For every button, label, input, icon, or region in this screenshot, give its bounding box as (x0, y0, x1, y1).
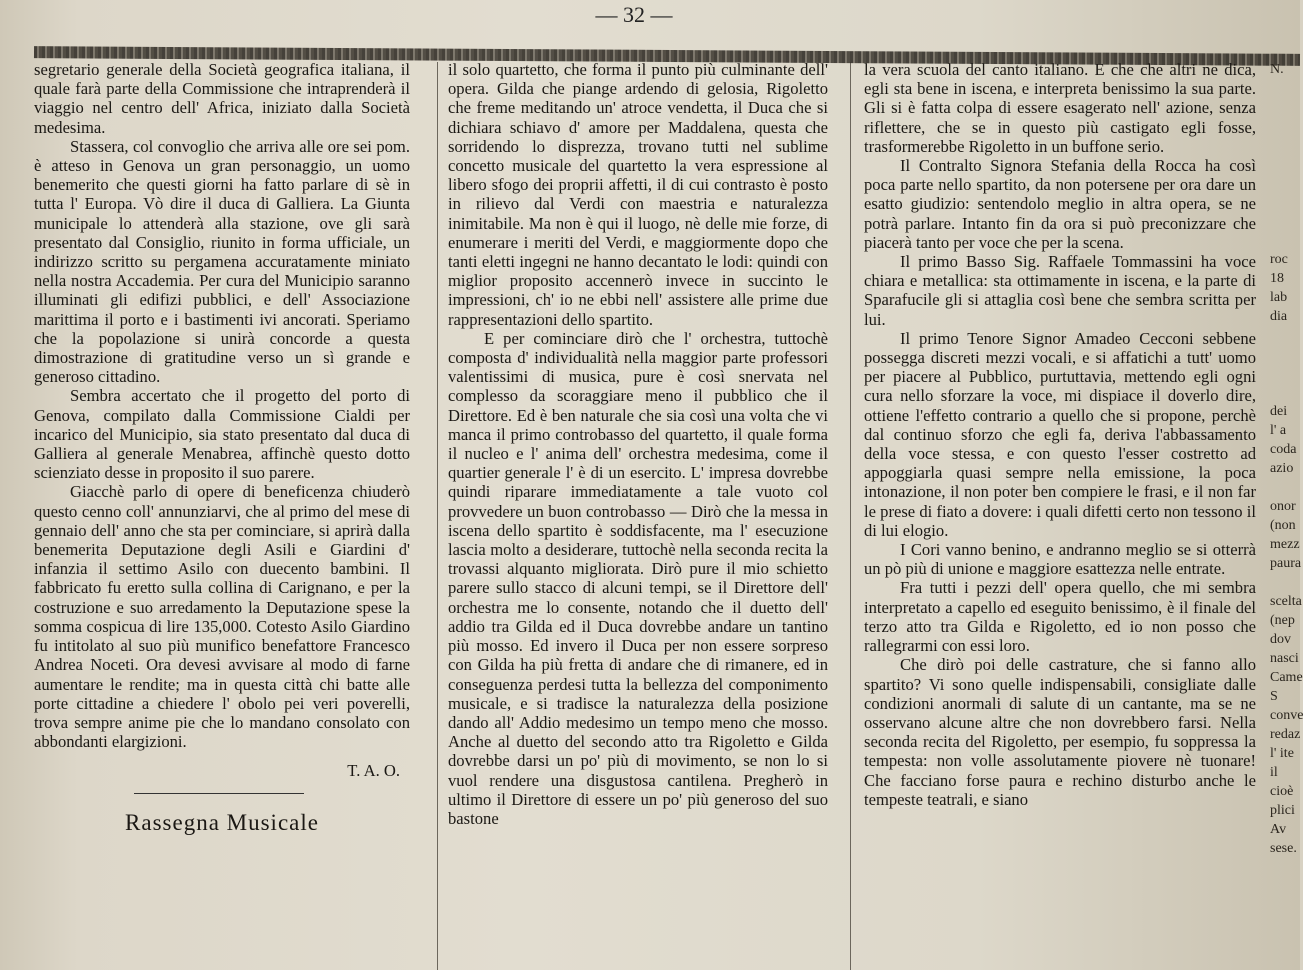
edge-fragment (1270, 79, 1300, 98)
paragraph: E per cominciare dirò che l' orchestra, tuttochè composta d' individualità nella maggior parte professori valentissimi di musica, pure è così snervata nel complesso da scoraggiare meno il pubblico che il Direttore. Ed è ben naturale che sia così una volta che vi manca il primo controbasso del quartetto, il quale forma il nucleo e l' anima dell' orchestra medesima, come il quartier generale l' è di un esercito. L' impresa dovrebbe quindi riparare immediatamente a tale vuoto col provvedere un buon controbasso — Dirò che la messa in iscena dello spartito è soddisfacente, ma l' esecuzione lascia molto a desiderare, tuttochè nella seconda recita la trovassi alquanto migliorata. Dirò pure il mio schietto parere sullo stacco di alcuni tempi, se il Direttore dell' orchestra me lo consente, notando che il duetto dell' addio tra Gilda ed il Duca dovrebbe andare un tantino più mosso. Ed invero il Duca per non essere sorpreso con Gilda ha più fretta di andare che di rimanere, ed in conseguenza perdesi tutta la bellezza del componimento musicale, e si tradisce la naturalezza della posizione dando all' Addio medesimo un tempo meno che mosso. Anche al duetto del secondo atto tra Rigoletto e Gilda dovrebbe darsi un po' più di movimento, se non lo si vuol rendere una disgustosa cantilena. Pregherò in ultimo il Direttore di essere un po' più generoso del suo bastone (448, 328, 828, 828)
column-1 (34, 60, 410, 835)
edge-fragment: Came (1270, 670, 1303, 685)
page-number: — 32 — (595, 2, 673, 27)
edge-fragment: azio (1270, 461, 1294, 476)
paragraph: Che dirò poi delle castrature, che si fanno allo spartito? Vi sono quelle indispensabili, consigliate dalle condizioni anormali di salute di un cantante, ma se ne osservano alcune altre che non dovrebbero farsi. Nella seconda recita del Rigoletto, per esempio, fu soppressa la tempesta: non volle assolutamente piovere nè tuonare! Che facciano forse paura e rechino disturbo anche le tempeste teatrali, e siano (864, 655, 1256, 809)
paragraph: la vera scuola del canto italiano. E che che altri ne dica, egli sta bene in iscena, e interpreta benissimo la sua parte. Gli si è fatta colpa di essere esagerato nell' azione, senza riflettere, che se in questo più castigato egli fosse, trasformerebbe Rigoletto in un buffone serio. (864, 60, 1256, 156)
edge-fragment (1270, 98, 1300, 117)
edge-fragment (1270, 136, 1300, 155)
edge-fragment: scelta (1270, 594, 1302, 609)
column-3 (864, 60, 1256, 809)
edge-fragment (1270, 231, 1300, 250)
paragraph: Il primo Basso Sig. Raffaele Tommassini ha voce chiara e metallica: sta ottimamente in iscena, e la parte di Sparafucile gli si attaglia così bene che sembra scritta per lui. (864, 252, 1256, 329)
edge-fragment: redaz (1270, 727, 1301, 742)
edge-fragment (1270, 174, 1300, 193)
edge-fragment: l' ite (1270, 746, 1294, 761)
paragraph: il solo quartetto, che forma il punto più culminante dell' opera. Gilda che piange ardendo di gelosia, Rigoletto che freme meditando un' atroce vendetta, il Duca che si dichiara schiavo d' amore per Maddalena, questa che sorridendo lo disprezza, trovano tutti nel sublime concetto musicale del quartetto la vera espressione al libero sfogo dei proprii affetti, il di cui contrasto è posto in rilievo dal Verdi con maestria e naturalezza inimitabile. Ma non è qui il luogo, nè delle mie forze, di enumerare i meriti del Verdi, e maggiormente dopo che tanti eletti ingegni ne hanno decantato le lodi: quindi con miglior proposito accennerò invece in succinto le impressioni, ch' io ne ebbi nell' assistere alle prime due rappresentazioni dello spartito. (448, 60, 828, 329)
edge-fragment: sese. (1270, 841, 1297, 856)
paragraph: Il primo Tenore Signor Amadeo Cecconi sebbene possegga discreti mezzi vocali, e si affatichi a tutt' uomo per piacere al Pubblico, purtuttavia, mettendo egli ogni cura nello sforzare la voce, mi dispiace il doverlo dire, ottiene l'effetto contrario a quello che si propone, perchè dal continuo sforzo che egli fa, deriva l'abbassamento della voce stessa, e con questo l'esser costretto ad appoggiarla quasi sempre nella emissione, la poca intonazione, il non poter ben compiere le frasi, e il non far le prese di fiato a dovere: i quali difetti certo non tessono il di lui elogio. (864, 328, 1256, 540)
edge-fragment: roc (1270, 252, 1288, 267)
edge-fragment (1270, 193, 1300, 212)
edge-fragment (1270, 383, 1300, 402)
edge-fragment (1270, 155, 1300, 174)
edge-fragment: N. (1270, 62, 1284, 77)
edge-fragment (1270, 326, 1300, 345)
edge-fragment: nasci (1270, 651, 1299, 666)
paragraph: Giacchè parlo di opere di beneficenza chiuderò questo cenno coll' annunziarvi, che al primo del mese di gennaio dell' anno che sta per cominciare, si aprirà dalla benemerita Deputazione degli Asili e Giardini d' infanzia il settimo Asilo con duecento bambini. Il fabbricato fu eretto sulla collina di Carignano, e per la costruzione e suo arredamento la Deputazione spese la somma cospicua di lire 135,000. Cotesto Asilo Giardino fu intitolato al suo più munifico benefattore Francesco Andrea Noceti. Ora devesi avvisare al modo di farne aumentare le rendite; ma in questa città chi batte alle porte cittadine a chiedere l' obolo pei veri poverelli, trova sempre anime pie che lo mandano consolato con abbondanti elargizioni. (34, 482, 410, 752)
edge-fragment: (non (1270, 518, 1296, 533)
edge-fragment (1270, 212, 1300, 231)
adjacent-page-fragments (1270, 60, 1303, 858)
column-2 (448, 60, 828, 828)
edge-fragment: dia (1270, 309, 1288, 324)
signature: T. A. O. (347, 761, 400, 781)
column-divider (850, 62, 851, 970)
edge-fragment: dei (1270, 404, 1288, 419)
paragraph: I Cori vanno benino, e andranno meglio se si otterrà un pò più di unione e maggiore esattezza nelle entrate. (864, 540, 1256, 579)
edge-fragment (1270, 573, 1300, 592)
column-divider (437, 62, 438, 970)
edge-fragment: conve (1270, 708, 1303, 723)
paragraph: Sembra accertato che il progetto del porto di Genova, compilato dalla Commissione Cialdi per incarico del Municipio, sia stato presentato dal duca di Galliera al generale Menabrea, affinchè questo dotto scienziato desse in proposito il suo parere. (34, 386, 410, 483)
edge-fragment: l' a (1270, 423, 1287, 438)
edge-fragment: 18 (1270, 271, 1284, 286)
paragraph: Stassera, col convoglio che arriva alle ore sei pom. è atteso in Genova un gran personaggio, un uomo benemerito che questi giorni ha fatto parlare di sè in tutta l' Europa. Vò dire il duca di Galliera. La Giunta municipale lo attenderà alla stazione, ove gli sarà presentato dal Consiglio, riunito in forma ufficiale, un indirizzo scritto su pergamena accuratamente miniato nella nostra Accademia. Per cura del Municipio saranno illuminati gli edifizi pubblici, e dell' Associazione marittima il porto e i bastimenti ivi ancorati. Speriamo che la popolazione si unirà concorde a questa dimostrazione di gratitudine verso un sì grande e generoso cittadino. (34, 136, 410, 387)
edge-fragment: dov (1270, 632, 1291, 647)
edge-fragment: mezz (1270, 537, 1300, 552)
edge-fragment: cioè (1270, 784, 1294, 799)
edge-fragment (1270, 478, 1300, 497)
paragraph: segretario generale della Società geografica italiana, il quale farà parte della Commissione che intraprenderà il viaggio nel centro dell' Africa, iniziato dalla Società medesima. (34, 60, 410, 137)
edge-fragment: (nep (1270, 613, 1295, 628)
edge-fragment (1270, 364, 1300, 383)
paragraph: Il Contralto Signora Stefania della Rocca ha così poca parte nello spartito, da non potersene per ora dare un esatto giudizio: sentendolo meglio in altra opera, se ne potrà parlare. Intanto fin da ora si può preconizzare che piacerà tanto per voce che per la scena. (864, 156, 1256, 252)
edge-fragment: lab (1270, 290, 1288, 305)
edge-fragment: onor (1270, 499, 1296, 514)
edge-fragment: plici (1270, 803, 1295, 818)
section-title: Rassegna Musicale (125, 809, 319, 835)
paragraph: Fra tutti i pezzi dell' opera quello, che mi sembra interpretato a capello ed eseguito benissimo, è il finale del terzo atto tra Gilda e Rigoletto, ed io non posso che rallegrarmi con essi loro. (864, 578, 1256, 656)
edge-fragment: coda (1270, 442, 1297, 457)
edge-fragment: il (1270, 765, 1278, 780)
section-divider (134, 793, 304, 795)
edge-fragment: paura (1270, 556, 1302, 571)
edge-fragment (1270, 345, 1300, 364)
edge-fragment (1270, 117, 1300, 136)
edge-fragment: S (1270, 689, 1278, 704)
edge-fragment: Av (1270, 822, 1287, 837)
